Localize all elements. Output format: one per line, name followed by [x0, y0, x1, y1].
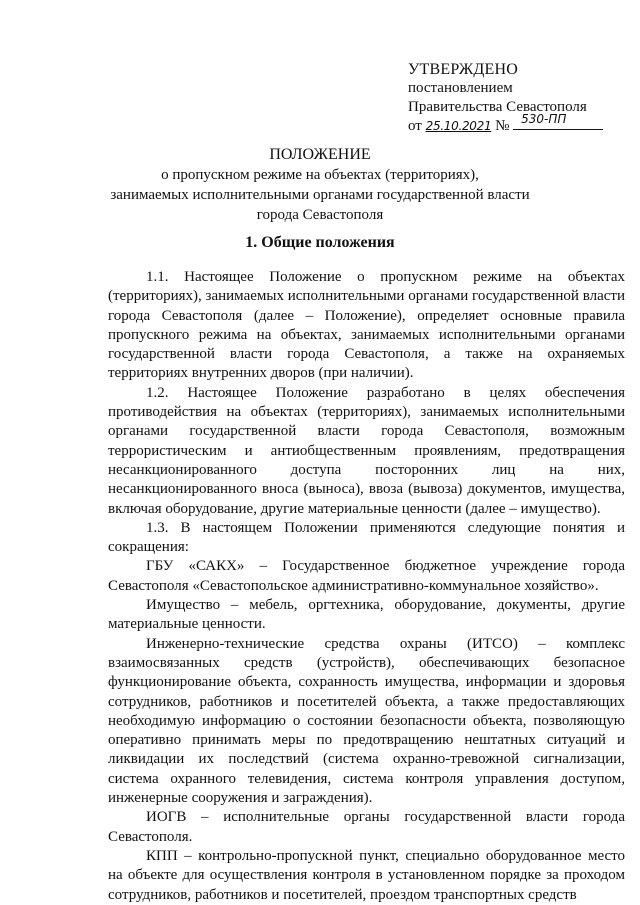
- handwritten-date: 25.10.2021: [425, 119, 492, 133]
- title-line-4: города Севастополя: [256, 207, 384, 223]
- section-heading: 1. Общие положения: [245, 234, 395, 251]
- document-body: [108, 268, 625, 905]
- approval-stamp: [408, 60, 603, 136]
- paragraph: КПП – контрольно-пропускной пункт, специально оборудованное место на объекте для осуществления контроля в установленном порядке за проходом сотрудников, работников и посетителей, проездом транспортных средств: [108, 847, 625, 903]
- title-line-1: ПОЛОЖЕНИЕ: [269, 146, 371, 163]
- paragraph: 1.3. В настоящем Положении применяются следующие понятия и сокращения:: [108, 519, 625, 556]
- title-line-3: занимаемых исполнительными органами государственной власти: [110, 187, 530, 203]
- document-title: [0, 145, 640, 225]
- date-prefix: от: [408, 118, 422, 134]
- approval-heading: УТВЕРЖДЕНО: [408, 61, 519, 78]
- approval-date-line: [408, 112, 603, 136]
- paragraph: Имущество – мебель, оргтехника, оборудование, документы, другие материальные ценности.: [108, 597, 625, 633]
- approval-line-2: Правительства Севастополя: [408, 99, 587, 115]
- paragraph: ГБУ «САКХ» – Государственное бюджетное учреждение города Севастополя «Севастопольское административно-коммунальное хозяйство».: [108, 558, 625, 594]
- paragraph: Инженерно-технические средства охраны (ИТСО) – комплекс взаимосвязанных средств (устройств), обеспечивающих безопасное функционирование объекта, сохранность имущества, информации и здоровья сотрудников, работников и посетителей объекта, а также предоставляющих необходимую информацию о состоянии безопасности объекта, позволяющую оперативно принимать меры по предотвращению нештатных ситуаций и ликвидации их последствий (система охранно-тревожной сигнализации, система охранного телевидения, система контроля управления доступом, инженерные сооружения и заграждения).: [108, 635, 625, 807]
- paragraph: ИОГВ – исполнительные органы государственной власти города Севастополя.: [108, 809, 625, 845]
- paragraph: 1.1. Настоящее Положение о пропускном режиме на объектах (территориях), занимаемых исполнительными органами государственной власти города Севастополя (далее – Положение), определяет основные правила пропускного режима на объектах, занимаемых исполнительными органами государственной власти города Севастополя, а также на охраняемых территориях внутренних дворов (при наличии).: [108, 269, 625, 382]
- title-line-2: о пропускном режиме на объектах (территориях),: [161, 167, 479, 183]
- number-sign: №: [495, 118, 510, 134]
- paragraph: 1.2. Настоящее Положение разработано в целях обеспечения противодействия на объектах (территориях), занимаемых исполнительными органами государственной власти города Севастополя, возможным террористическим и антиобщественным проявлениям, предотвращения несанкционированного доступа посторонних лиц на них, несанкционированного вноса (выноса), ввоза (вывоза) документов, имущества, включая оборудование, другие материальные ценности (далее – имущество).: [108, 384, 625, 517]
- handwritten-number: 530-ПП: [521, 112, 567, 126]
- approval-line-1: постановлением: [408, 80, 513, 96]
- number-underline: [513, 112, 603, 130]
